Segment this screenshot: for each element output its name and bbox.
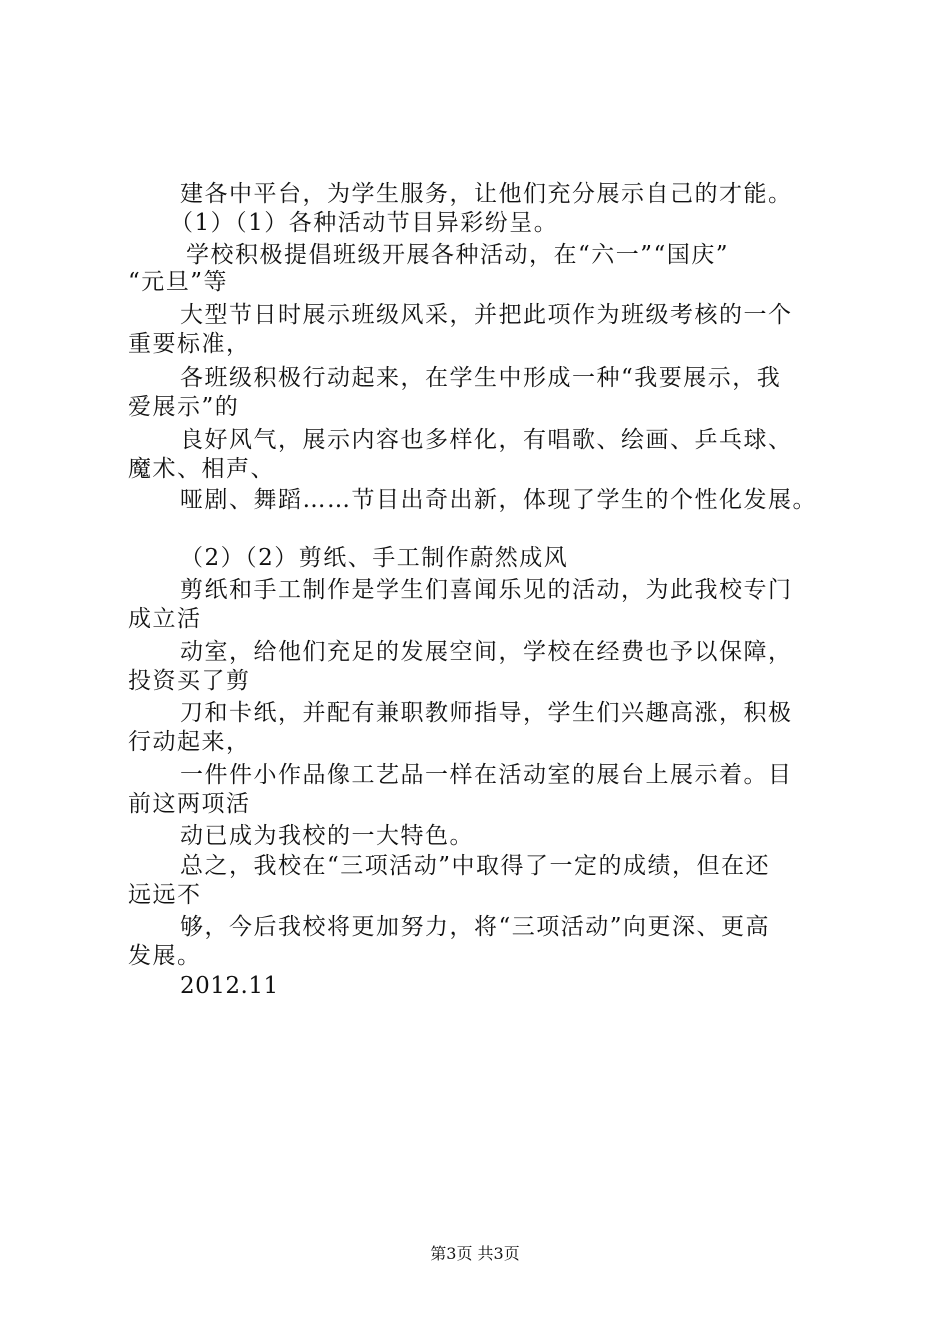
text-line: 一件件小作品像工艺品一样在活动室的展台上展示着。目: [180, 762, 793, 788]
text-line: 刀和卡纸，并配有兼职教师指导，学生们兴趣高涨，积极: [180, 700, 793, 726]
text-line: 够，今后我校将更加努力，将“三项活动”向更深、更高: [180, 914, 771, 940]
text-line: 哑剧、舞蹈……节目出奇出新，体现了学生的个性化发展。: [180, 487, 817, 513]
text-line: 学校积极提倡班级开展各种活动，在“六一”“国庆”: [186, 242, 730, 268]
text-line: 发展。: [128, 943, 202, 969]
text-line: 剪纸和手工制作是学生们喜闻乐见的活动，为此我校专门: [180, 577, 793, 603]
text-line: 魔术、相声、: [128, 456, 275, 482]
text-line: 重要标准，: [128, 331, 251, 357]
text-line: 良好风气，展示内容也多样化，有唱歌、绘画、乒乓球、: [180, 427, 793, 453]
date-line: 2012.11: [180, 973, 279, 999]
text-line: 总之，我校在“三项活动”中取得了一定的成绩，但在还: [180, 853, 771, 879]
text-line: 投资买了剪: [128, 668, 251, 694]
text-line: 动已成为我校的一大特色。: [180, 823, 474, 849]
text-line: “元旦”等: [128, 269, 229, 295]
text-line: 爱展示”的: [128, 394, 240, 420]
page-footer: 第3页 共3页: [430, 1244, 520, 1263]
text-line: 前这两项活: [128, 791, 251, 817]
text-line: 各班级积极行动起来，在学生中形成一种“我要展示，我: [180, 365, 782, 391]
text-line: 远远不: [128, 882, 202, 908]
text-line: 动室，给他们充足的发展空间，学校在经费也予以保障，: [180, 639, 793, 665]
text-line: 成立活: [128, 606, 202, 632]
section-heading: （1）（1）各种活动节目异彩纷呈。: [170, 210, 559, 236]
text-line: 大型节日时展示班级风采，并把此项作为班级考核的一个: [180, 302, 793, 328]
section-heading: （2）（2）剪纸、手工制作蔚然成风: [180, 545, 569, 571]
text-line: 建各中平台，为学生服务，让他们充分展示自己的才能。: [180, 181, 793, 207]
text-line: 行动起来，: [128, 729, 251, 755]
